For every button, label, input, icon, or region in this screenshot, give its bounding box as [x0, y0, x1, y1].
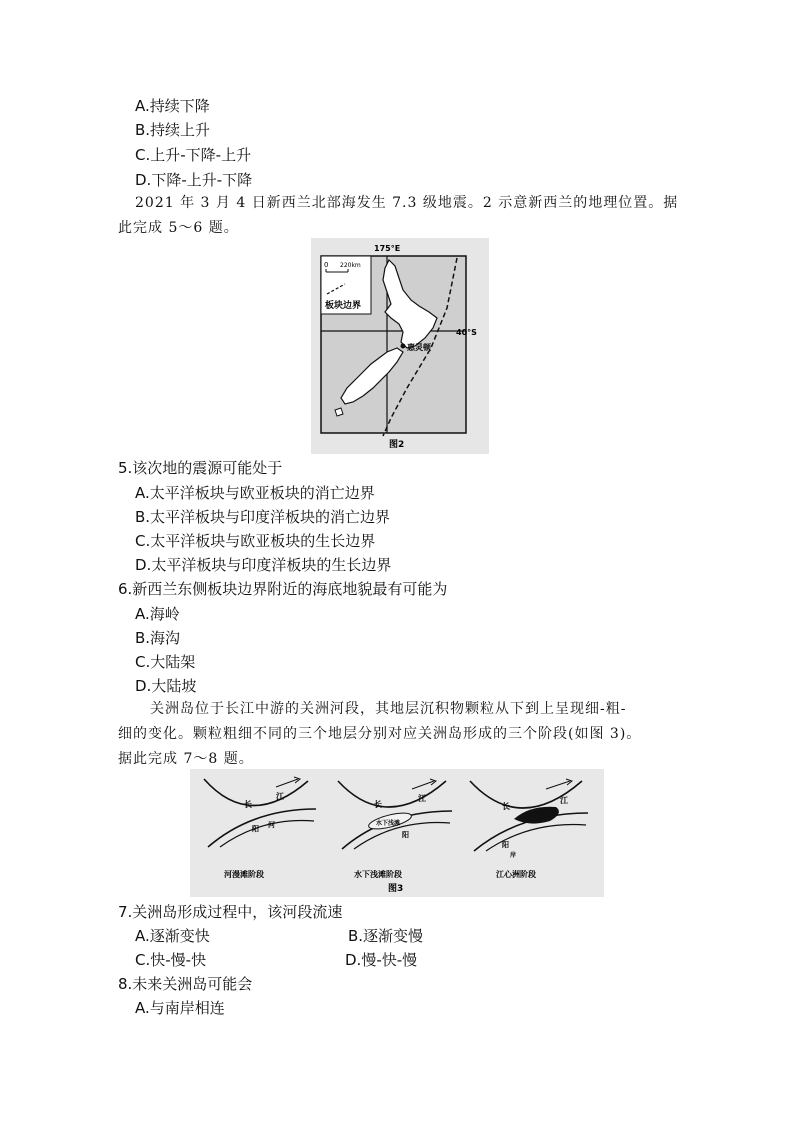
- panel2-label: 水下浅滩阶段: [354, 870, 402, 879]
- panel3-bank-char: 岸: [510, 852, 517, 859]
- q6-option-b: B.海沟: [135, 629, 181, 647]
- panel3-tributary-char: 阳: [502, 841, 509, 849]
- q6-stem: 6.新西兰东侧板块边界附近的海底地貌最有可能为: [118, 580, 448, 598]
- wellington-dot: [401, 344, 406, 349]
- q7-option-d: D.慢-快-慢: [345, 951, 418, 969]
- panel3-river-char-1: 长: [502, 802, 510, 811]
- q8-option-a: A.与南岸相连: [135, 999, 225, 1017]
- q4-option-b: B.持续上升: [135, 121, 211, 139]
- q5-option-c: C.太平洋板块与欧亚板块的生长边界: [135, 532, 376, 550]
- intro-5-6-line2: 此完成 5～6 题。: [118, 220, 239, 236]
- intro-7-8-line1: 关洲岛位于长江中游的关洲河段，其地层沉积物颗粒从下到上呈现细-粗-: [150, 701, 627, 717]
- stewart-island: [335, 408, 343, 416]
- latitude-label: 40°S: [456, 328, 477, 337]
- panel3-river-char-2: 江: [560, 796, 568, 805]
- longitude-label: 175°E: [374, 244, 401, 253]
- figure-2-caption: 图2: [389, 440, 405, 450]
- scale-zero: 0: [324, 261, 329, 269]
- q7-option-b: B.逐渐变慢: [348, 927, 424, 945]
- q6-option-a: A.海岭: [135, 605, 180, 623]
- q7-option-c: C.快-慢-快: [135, 951, 207, 969]
- q7-stem: 7.关洲岛形成过程中，该河段流速: [118, 903, 343, 921]
- panel2-tributary-char: 阳: [402, 831, 409, 839]
- panel2-river-char-1: 长: [374, 800, 382, 809]
- q5-stem: 5.该次地的震源可能处于: [118, 459, 283, 477]
- scale-length: 220km: [340, 262, 361, 269]
- q8-stem: 8.未来关洲岛可能会: [118, 975, 253, 993]
- intro-7-8-line2: 细的变化。颗粒粗细不同的三个地层分别对应关洲岛形成的三个阶段(如图 3)。: [118, 726, 642, 742]
- panel1-river-char-2: 江: [276, 792, 284, 801]
- figure-3-caption: 图3: [388, 884, 404, 894]
- q5-option-b: B.太平洋板块与印度洋板块的消亡边界: [135, 508, 391, 526]
- legend-plate-boundary-label: 板块边界: [325, 301, 362, 311]
- panel2-shoal-label: 水下浅滩: [376, 820, 401, 827]
- panel1-tributary-char-2: 河: [268, 821, 275, 829]
- q4-option-c: C.上升-下降-上升: [135, 146, 252, 164]
- panel1-river-char-1: 长: [244, 800, 252, 809]
- q5-option-d: D.太平洋板块与印度洋板块的生长边界: [135, 556, 392, 574]
- q4-option-a: A.持续下降: [135, 97, 210, 115]
- panel1-tributary-char-1: 阳: [252, 825, 259, 833]
- figure-3-diagram: [190, 769, 604, 897]
- panel2-river-char-2: 江: [418, 794, 426, 803]
- wellington-label: 惠灵顿: [407, 343, 431, 352]
- q5-option-a: A.太平洋板块与欧亚板块的消亡边界: [135, 484, 375, 502]
- q6-option-c: C.大陆架: [135, 653, 196, 671]
- panel1-label: 河漫滩阶段: [224, 870, 264, 879]
- q6-option-d: D.大陆坡: [135, 677, 197, 695]
- intro-7-8-line3: 据此完成 7～8 题。: [118, 751, 254, 767]
- figure-2-map: [311, 238, 489, 454]
- panel3-label: 江心洲阶段: [496, 870, 536, 879]
- q7-option-a: A.逐渐变快: [135, 927, 210, 945]
- q4-option-d: D.下降-上升-下降: [135, 171, 253, 189]
- intro-5-6-line1: 2021 年 3 月 4 日新西兰北部海发生 7.3 级地震。2 示意新西兰的地理位置。据: [135, 195, 679, 211]
